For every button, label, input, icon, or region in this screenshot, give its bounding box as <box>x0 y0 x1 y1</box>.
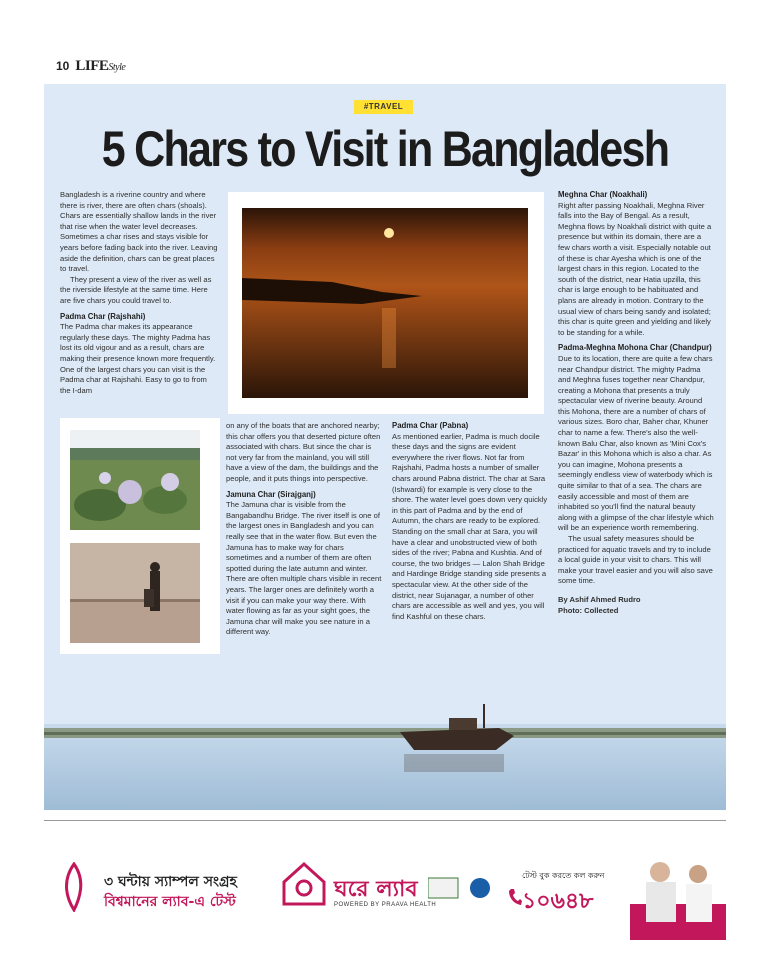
column-1 <box>60 190 218 396</box>
ad-call-text: টেস্ট বুক করতে কল করুন <box>522 871 605 880</box>
column-4 <box>558 190 714 616</box>
phone-icon <box>508 888 522 906</box>
meghna-heading: Meghna Char (Noakhali) <box>558 190 648 199</box>
jamuna-heading: Jamuna Char (Sirajganj) <box>226 489 316 499</box>
meghna-body: Right after passing Noakhali, Meghna River falls into the Bay of Bengal. As a result, Meghna flows by Noakhali district with quite a presence but within its domain, there are a few chars worth a visit. Especially notable out of these is char Ayesha which is one of the largest chars in this region. Located to the south of the district, near Hatia upzilla, this char is large enough to be habituated and plans are already in motion. Contrary to the usual view of chars being sandy and isolated; this char is quite green and yielding and likely to be standing for a while. <box>558 200 712 337</box>
padma-pabna-body: As mentioned earlier, Padma is much docile these days and the signs are evident everywhere the river flows. Not far from Rajshahi, Padma hosts a number of smaller chars around Pabna district. The char at Sara (Ishwardi) for example is very close to the shore. The water level goes down very quickly in this part of Padma and by the end of Autumn, the chars are ready to be explored. Standing on the small char at Sara, you will have a clear and unobstructed view of both sides of the river; Pabna and Kushtia. And of course, the two bridges — Lalon Shah Bridge and Hardinge Bridge standing side presents a spectacular view. At the other side of the district, near Sujanagar, a number of other chars are accessible as well and yes, you will find Kashful on these chars. <box>392 431 548 621</box>
magazine-logo <box>75 58 125 75</box>
home-lab-logo-icon <box>280 860 328 908</box>
padma-rajshahi-body: The Padma char makes its appearance regularly these days. The mighty Padma has lost its old vigour and as a result, chars are making their presence known more frequently. One of the largest chars you can visit is the Padma char at Rajshahi. Easy to go to from the I-dam <box>60 322 216 395</box>
sunset-river-photo <box>242 208 528 398</box>
logo-main: LIFE <box>75 58 109 74</box>
doctor-patient-photo <box>630 854 726 940</box>
leaf-logo-icon <box>62 862 86 912</box>
ad-brand-sub: POWERED BY PRAAVA HEALTH <box>334 902 437 908</box>
advertisement <box>44 850 726 940</box>
ad-divider <box>44 820 726 821</box>
padma-rajshahi-continued: on any of the boats that are anchored nearby; this char offers you that deserted picture often associated with chars. But since the char is not very far from the mainland, you will still have a view of the dam, the buildings and the people, and it puts things into perspective. <box>226 421 381 483</box>
water-hyacinth-photo <box>70 430 200 530</box>
photo-credit: Photo: Collected <box>558 605 619 615</box>
intro-paragraph-2: They present a view of the river as well as the riverside lifestyle at the same time. Here are five chars you could travel to. <box>60 274 212 305</box>
column-2 <box>226 421 382 638</box>
mohona-heading: Padma-Meghna Mohona Char (Chandpur) <box>558 343 712 353</box>
page-number: 10 <box>56 59 70 73</box>
safety-paragraph: The usual safety measures should be practiced for aquatic travels and try to include a local guide in your visit to chars. This will make your travel easier and you will also save some time. <box>558 534 713 586</box>
accreditation-icons <box>428 876 498 900</box>
river-boat-photo <box>44 684 726 810</box>
ad-phone-number: ১০৬৪৮ <box>522 889 594 914</box>
logo-script: Style <box>108 62 126 73</box>
author-byline: By Ashif Ahmed Rudro <box>558 594 641 604</box>
intro-paragraph: Bangladesh is a riverine country and where there is river, there are often chars (shoals). Chars are essentially shallow lands in the river that rise when the water level decreases. Sometimes a char rises and stays visible for years before fading back into the river. Leaving aside the definition, chars can be great places to travel. <box>60 190 218 274</box>
mohona-body: Due to its location, there are quite a few chars near Chandpur district. The mighty Padma and Meghna fuses together near Chandpur, creating a Mohona that presents a truly spectacular view of riverine beauty. Around this Mohona, there are a number of chars of various sizes. Boro char, Baher char, Khuner char to name a few. There's also the well-known Balu Char, also known as 'Mini Cox's Bazar' in this Mohona which is also a char. As you can imagine, Mohona presents a seemingly endless view of waterbody which is quite similar to that of a sea. The chars are easily accessible and most of them are inhabited so you'll find the natural beauty along with a glimpse of the char lifestyle which will be an experience worth remembering. <box>558 353 714 533</box>
padma-pabna-heading: Padma Char (Pabna) <box>392 421 469 430</box>
jamuna-body: The Jamuna char is visible from the Bangabandhu Bridge. The river itself is one of the largest ones in Bangladesh and you can really see that in the water flow. But even the Jamuna has to make way for chars sometimes and a number of them are often spotted during the late autumn and winter. There are often multiple chars visible in recent years. The larger ones are definitely worth a visit if you can make your way there. With water flowing as far as your sight goes, the Jamuna char will make you see nature in a different way. <box>226 500 382 637</box>
article-title: 5 Chars to Visit in Bangladesh <box>101 121 669 177</box>
column-3 <box>392 421 548 622</box>
ad-line-2: বিশ্বমানের ল্যাব-এ টেস্ট <box>104 894 236 910</box>
section-tag: #TRAVEL <box>354 100 413 114</box>
page-folio <box>56 58 125 75</box>
ad-brand: ঘরে ল্যাব <box>334 877 418 902</box>
padma-rajshahi-heading: Padma Char (Rajshahi) <box>60 311 146 321</box>
ad-line-1: ৩ ঘন্টায় স্যাম্পল সংগ্রহ <box>104 874 237 890</box>
char-man-photo <box>70 543 200 643</box>
